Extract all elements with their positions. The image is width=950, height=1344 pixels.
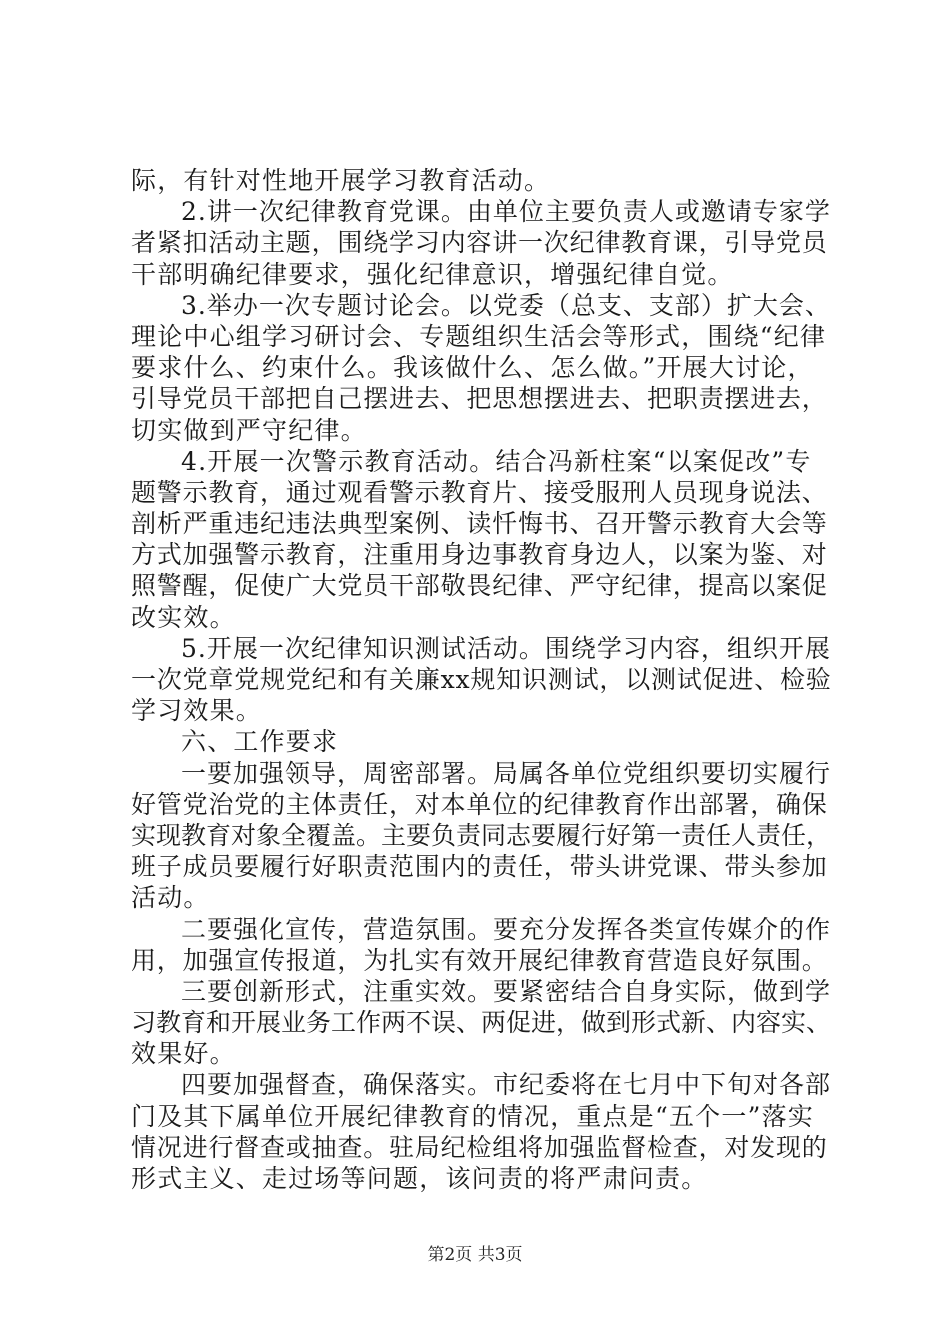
text-line: 情况进行督查或抽查。驻局纪检组将加强监督检查，对发现的	[131, 1132, 828, 1162]
document-body	[131, 165, 831, 1194]
text-line: 实现教育对象全覆盖。主要负责同志要履行好第一责任人责任，	[131, 820, 832, 850]
text-line: 5.开展一次纪律知识测试活动。围绕学习内容，组织开展	[181, 633, 831, 663]
text-line: 干部明确纪律要求，强化纪律意识，增强纪律自觉。	[131, 259, 734, 289]
page-number: 第2页 共3页	[427, 1245, 523, 1265]
text-line: 际，有针对性地开展学习教育活动。	[131, 166, 551, 195]
text-line: 习教育和开展业务工作两不误、两促进，做到形式新、内容实、	[131, 1008, 832, 1038]
section-heading: 六、工作要求	[181, 727, 339, 757]
text-line: 切实做到严守纪律。	[131, 415, 367, 445]
text-line: 方式加强警示教育，注重用身边事教育身边人，以案为鉴、对	[131, 540, 828, 570]
text-line: 班子成员要履行好职责范围内的责任，带头讲党课、带头参加	[131, 852, 828, 882]
text-line: 一次党章党规党纪和有关廉xx规知识测试，以测试促进、检验	[131, 665, 832, 694]
text-line: 形式主义、走过场等问题，该问责的将严肃问责。	[131, 1164, 708, 1193]
text-line: 活动。	[131, 883, 210, 913]
text-line: 剖析严重违纪违法典型案例、读忏悔书、召开警示教育大会等	[131, 509, 828, 539]
text-line: 照警醒，促使广大党员干部敬畏纪律、严守纪律，提高以案促	[131, 571, 828, 601]
text-line: 二要强化宣传，营造氛围。要充分发挥各类宣传媒介的作	[181, 914, 832, 944]
text-line: 引导党员干部把自己摆进去、把思想摆进去、把职责摆进去，	[131, 384, 828, 414]
text-line: 3.举办一次专题讨论会。以党委（总支、支部）扩大会、	[181, 290, 831, 320]
text-line: 者紧扣活动主题，围绕学习内容讲一次纪律教育课，引导党员	[131, 228, 828, 258]
text-line: 三要创新形式，注重实效。要紧密结合自身实际，做到学	[181, 976, 832, 1006]
text-line: 题警示教育，通过观看警示教育片、接受服刑人员现身说法、	[131, 477, 828, 507]
text-line: 要求什么、约束什么。我该做什么、怎么做。”开展大讨论，	[131, 353, 814, 383]
text-line: 一要加强领导，周密部署。局属各单位党组织要切实履行	[181, 758, 832, 788]
text-line: 2.讲一次纪律教育党课。由单位主要负责人或邀请专家学	[181, 197, 831, 227]
text-line: 四要加强督查，确保落实。市纪委将在七月中下旬对各部	[181, 1070, 832, 1100]
text-line: 4.开展一次警示教育活动。结合冯新柱案“以案促改”专	[181, 446, 812, 476]
text-line: 好管党治党的主体责任，对本单位的纪律教育作出部署，确保	[131, 789, 828, 819]
text-line: 改实效。	[131, 602, 236, 632]
text-line: 理论中心组学习研讨会、专题组织生活会等形式，围绕“纪律	[131, 321, 827, 351]
text-line: 学习效果。	[131, 696, 263, 726]
text-line: 门及其下属单位开展纪律教育的情况，重点是“五个一”落实	[131, 1101, 814, 1131]
text-line: 用，加强宣传报道，为扎实有效开展纪律教育营造良好氛围。	[131, 945, 828, 975]
text-line: 效果好。	[131, 1039, 236, 1069]
